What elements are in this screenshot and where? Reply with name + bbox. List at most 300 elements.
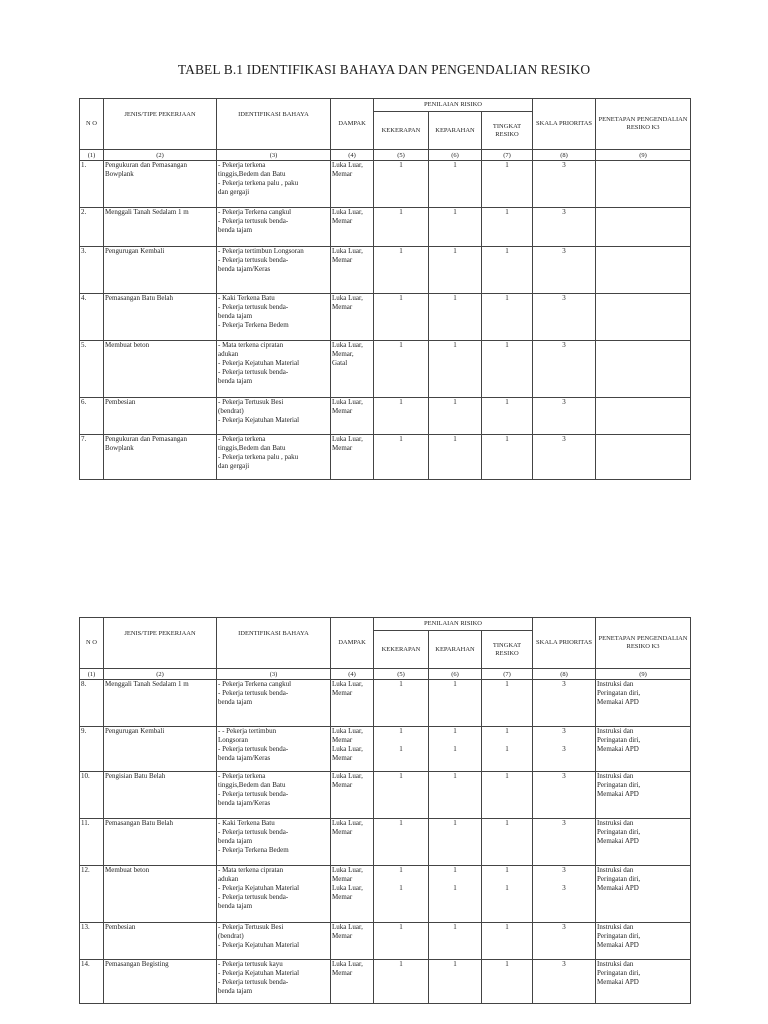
- impact: [331, 960, 374, 1004]
- hazard-list: [217, 960, 331, 1004]
- job-type: [104, 435, 217, 480]
- kekerapan-value: 1: [399, 884, 403, 892]
- kekerapan-cell: [374, 866, 429, 923]
- hazard-list: [217, 866, 331, 923]
- row-number: 13.: [80, 923, 104, 960]
- job-type-line: Membuat beton: [105, 341, 150, 349]
- impact-line: Memar: [332, 875, 353, 883]
- impact-line: Memar: [332, 689, 353, 697]
- tingkat-value: 1: [482, 247, 533, 294]
- table-row: [80, 294, 691, 341]
- impact-line: Luka Luar,: [332, 294, 363, 302]
- kekerapan-value: 1: [374, 398, 429, 435]
- impact-line: Luka Luar,: [332, 247, 363, 255]
- keparahan-value: 1: [429, 208, 482, 247]
- tingkat-cell: [482, 960, 533, 1004]
- table-row: [80, 208, 691, 247]
- hazard-list-line: - Pekerja tertusuk benda-: [218, 745, 289, 753]
- hazard-list-line: benda tajam: [218, 312, 253, 320]
- col-number: (3): [217, 150, 331, 161]
- kekerapan-value: 1: [374, 435, 429, 480]
- impact: [331, 680, 374, 727]
- impact-line: Memar: [332, 170, 353, 178]
- impact-line: Memar: [332, 217, 353, 225]
- control-measure-line: Instruksi dan: [597, 923, 634, 931]
- header-skala: SKALA PRIORITAS: [533, 618, 596, 669]
- hazard-list-line: - Pekerja terkena: [218, 435, 266, 443]
- hazard-list-line: tinggis,Bedem dan Batu: [218, 444, 286, 452]
- hazard-list-line: benda tajam/Keras: [218, 799, 271, 807]
- hazard-list-line: - Pekerja tertusuk benda-: [218, 790, 289, 798]
- impact-line: Memar: [332, 781, 353, 789]
- kekerapan-cell: [374, 960, 429, 1004]
- skala-value: 3: [562, 772, 566, 780]
- skala-cell: [533, 866, 596, 923]
- hazard-list-line: - Pekerja terkena: [218, 161, 266, 169]
- tingkat-cell: [482, 923, 533, 960]
- job-type: [104, 923, 217, 960]
- impact-line: Memar,: [332, 350, 354, 358]
- hazard-list: [217, 923, 331, 960]
- hazard-list-line: - Mata terkena cipratan: [218, 866, 284, 874]
- hazard-list-line: - Mata terkena cipratan: [218, 341, 284, 349]
- control-measure-line: Memakai APD: [597, 698, 639, 706]
- job-type-line: Menggali Tanah Sedalam 1 m: [105, 208, 189, 216]
- keparahan-value: 1: [429, 161, 482, 208]
- impact-line: Memar: [332, 754, 353, 762]
- hazard-list-line: - Pekerja Kejatuhan Material: [218, 969, 300, 977]
- impact-line: Memar: [332, 407, 353, 415]
- hazard-list-line: - Pekerja Terkena cangkul: [218, 680, 292, 688]
- skala-value: 3: [533, 247, 596, 294]
- control-measure: [596, 208, 691, 247]
- impact: [331, 247, 374, 294]
- tingkat-value: 1: [505, 745, 509, 753]
- hazard-list-line: - Kaki Terkena Batu: [218, 294, 275, 302]
- impact: [331, 819, 374, 866]
- header-tingkat: TINGKAT RESIKO: [482, 112, 533, 150]
- keparahan-value: 1: [453, 866, 457, 874]
- impact-line: Memar: [332, 932, 353, 940]
- row-number: 8.: [80, 680, 104, 727]
- control-measure: [596, 398, 691, 435]
- header-penetapan: PENETAPAN PENGENDALIAN RESIKO K3: [596, 618, 691, 669]
- hazard-list: [217, 247, 331, 294]
- control-measure-line: Peringatan diri,: [597, 828, 641, 836]
- hazard-list-line: - Pekerja Tertusuk Besi: [218, 398, 284, 406]
- keparahan-value: 1: [453, 680, 457, 688]
- skala-value: 3: [533, 208, 596, 247]
- header-skala: SKALA PRIORITAS: [533, 99, 596, 150]
- job-type: [104, 866, 217, 923]
- col-number: (2): [104, 150, 217, 161]
- hazard-list-line: benda tajam: [218, 987, 253, 995]
- header-identifikasi: IDENTIFIKASI BAHAYA: [217, 99, 331, 150]
- hazard-list-line: dan gergaji: [218, 188, 250, 196]
- job-type-line: Bowplank: [105, 170, 134, 178]
- job-type: [104, 819, 217, 866]
- control-measure-line: Memakai APD: [597, 941, 639, 949]
- keparahan-cell: [429, 923, 482, 960]
- kekerapan-value: 1: [399, 923, 403, 931]
- control-measure-line: Peringatan diri,: [597, 932, 641, 940]
- control-measure: [596, 435, 691, 480]
- hazard-list-line: - Pekerja tertusuk benda-: [218, 978, 289, 986]
- control-measure-line: Peringatan diri,: [597, 875, 641, 883]
- impact-line: Luka Luar,: [332, 341, 363, 349]
- hazard-list-line: - Pekerja tertusuk benda-: [218, 368, 289, 376]
- header-jenis: JENIS/TIPE PEKERJAAN: [104, 618, 217, 669]
- risk-table-2: [79, 617, 691, 1004]
- column-number-row: [80, 669, 691, 680]
- keparahan-value: 1: [429, 398, 482, 435]
- job-type-line: Pemasangan Batu Belah: [105, 294, 174, 302]
- tingkat-value: 1: [482, 294, 533, 341]
- kekerapan-cell: [374, 819, 429, 866]
- keparahan-cell: [429, 960, 482, 1004]
- impact: [331, 923, 374, 960]
- hazard-list-line: - Pekerja Terkena Bedem: [218, 321, 289, 329]
- job-type-line: Pemasangan Begisting: [105, 960, 169, 968]
- skala-value: 3: [562, 819, 566, 827]
- row-number: 7.: [80, 435, 104, 480]
- row-number: 10.: [80, 772, 104, 819]
- job-type: [104, 294, 217, 341]
- tingkat-cell: [482, 680, 533, 727]
- skala-value: 3: [562, 866, 566, 874]
- hazard-list: [217, 819, 331, 866]
- job-type-line: Bowplank: [105, 444, 134, 452]
- job-type-line: Pembesian: [105, 923, 136, 931]
- header-dampak: DAMPAK: [331, 618, 374, 669]
- impact-line: Memar: [332, 893, 353, 901]
- hazard-list-line: - Pekerja Kejatuhan Material: [218, 359, 300, 367]
- hazard-list-line: (bendrat): [218, 932, 244, 940]
- skala-value: 3: [533, 294, 596, 341]
- hazard-list: [217, 398, 331, 435]
- col-number: (8): [533, 669, 596, 680]
- header-tingkat: TINGKAT RESIKO: [482, 631, 533, 669]
- job-type: [104, 960, 217, 1004]
- skala-cell: [533, 960, 596, 1004]
- tingkat-value: 1: [505, 772, 509, 780]
- control-measure: [596, 294, 691, 341]
- table-row: [80, 161, 691, 208]
- hazard-list-line: adukan: [218, 350, 239, 358]
- hazard-list: [217, 341, 331, 398]
- row-number: 2.: [80, 208, 104, 247]
- hazard-list-line: - Pekerja tertusuk benda-: [218, 689, 289, 697]
- col-number: (6): [429, 669, 482, 680]
- header-no: N O: [80, 99, 104, 150]
- hazard-list-line: tinggis,Bedem dan Batu: [218, 781, 286, 789]
- header-penilaian: PENILAIAN RISIKO: [374, 618, 533, 631]
- impact-line: Luka Luar,: [332, 208, 363, 216]
- skala-value: 3: [533, 161, 596, 208]
- col-number: (1): [80, 669, 104, 680]
- hazard-list-line: benda tajam: [218, 902, 253, 910]
- col-number: (2): [104, 669, 217, 680]
- hazard-list-line: (bendrat): [218, 407, 244, 415]
- impact: [331, 398, 374, 435]
- tingkat-cell: [482, 866, 533, 923]
- col-number: (5): [374, 669, 429, 680]
- keparahan-cell: [429, 866, 482, 923]
- control-measure: [596, 247, 691, 294]
- skala-value: 3: [533, 398, 596, 435]
- control-measure-line: Peringatan diri,: [597, 689, 641, 697]
- tingkat-value: 1: [482, 341, 533, 398]
- skala-cell: [533, 680, 596, 727]
- hazard-list-line: - Pekerja terkena palu , paku: [218, 179, 299, 187]
- control-measure-line: Peringatan diri,: [597, 781, 641, 789]
- hazard-list-line: - Pekerja Terkena cangkul: [218, 208, 292, 216]
- header-jenis: JENIS/TIPE PEKERJAAN: [104, 99, 217, 150]
- header-penilaian: PENILAIAN RISIKO: [374, 99, 533, 112]
- keparahan-cell: [429, 772, 482, 819]
- keparahan-cell: [429, 727, 482, 772]
- skala-cell: [533, 727, 596, 772]
- control-measure: [596, 341, 691, 398]
- tingkat-cell: [482, 727, 533, 772]
- skala-value: 3: [562, 884, 566, 892]
- tingkat-cell: [482, 772, 533, 819]
- job-type-line: Pemasangan Batu Belah: [105, 819, 174, 827]
- risk-table-1: [79, 98, 691, 480]
- kekerapan-value: 1: [374, 247, 429, 294]
- impact-line: Luka Luar,: [332, 819, 363, 827]
- control-measure-line: Memakai APD: [597, 837, 639, 845]
- tingkat-value: 1: [505, 923, 509, 931]
- tingkat-value: 1: [482, 398, 533, 435]
- tingkat-value: 1: [505, 819, 509, 827]
- job-type: [104, 398, 217, 435]
- control-measure-line: Memakai APD: [597, 978, 639, 986]
- hazard-list-line: benda tajam: [218, 377, 253, 385]
- kekerapan-value: 1: [374, 341, 429, 398]
- job-type-line: Pengisian Batu Belah: [105, 772, 166, 780]
- impact-line: Luka Luar,: [332, 745, 363, 753]
- job-type-line: Pembesian: [105, 398, 136, 406]
- hazard-list-line: - Pekerja tertimbun Longsoran: [218, 247, 304, 255]
- tingkat-value: 1: [505, 884, 509, 892]
- impact: [331, 866, 374, 923]
- header-keparahan: KEPARAHAN: [429, 631, 482, 669]
- skala-value: 3: [562, 680, 566, 688]
- hazard-list: [217, 680, 331, 727]
- impact-line: Memar: [332, 444, 353, 452]
- tingkat-value: 1: [505, 866, 509, 874]
- hazard-list-line: - Pekerja Terkena Bedem: [218, 846, 289, 854]
- keparahan-value: 1: [453, 884, 457, 892]
- impact-line: Luka Luar,: [332, 727, 363, 735]
- col-number: (3): [217, 669, 331, 680]
- kekerapan-value: 1: [399, 745, 403, 753]
- table-row: [80, 247, 691, 294]
- skala-value: 3: [533, 341, 596, 398]
- row-number: 4.: [80, 294, 104, 341]
- job-type: [104, 341, 217, 398]
- kekerapan-value: 1: [374, 294, 429, 341]
- job-type: [104, 208, 217, 247]
- header-kekerapan: KEKERAPAN: [374, 112, 429, 150]
- control-measure-line: Memakai APD: [597, 790, 639, 798]
- row-number: 11.: [80, 819, 104, 866]
- control-measure-line: Instruksi dan: [597, 772, 634, 780]
- control-measure-line: Memakai APD: [597, 884, 639, 892]
- impact-line: Luka Luar,: [332, 398, 363, 406]
- skala-cell: [533, 923, 596, 960]
- hazard-list-line: - Pekerja tertusuk benda-: [218, 303, 289, 311]
- control-measure: [596, 819, 691, 866]
- hazard-list-line: - Pekerja tertusuk benda-: [218, 893, 289, 901]
- skala-value: 3: [562, 960, 566, 968]
- skala-cell: [533, 819, 596, 866]
- skala-value: 3: [562, 745, 566, 753]
- kekerapan-value: 1: [399, 680, 403, 688]
- keparahan-value: 1: [429, 341, 482, 398]
- control-measure-line: Instruksi dan: [597, 727, 634, 735]
- row-number: 1.: [80, 161, 104, 208]
- job-type-line: Membuat beton: [105, 866, 150, 874]
- keparahan-cell: [429, 680, 482, 727]
- control-measure-line: Peringatan diri,: [597, 969, 641, 977]
- hazard-list-line: - Pekerja tertusuk benda-: [218, 217, 289, 225]
- hazard-list: [217, 727, 331, 772]
- hazard-list-line: - - Pekerja tertimbun: [218, 727, 277, 735]
- hazard-list-line: - Pekerja Tertusuk Besi: [218, 923, 284, 931]
- keparahan-value: 1: [453, 745, 457, 753]
- document-title: TABEL B.1 IDENTIFIKASI BAHAYA DAN PENGENDALIAN RESIKO: [177, 62, 591, 77]
- tingkat-value: 1: [482, 435, 533, 480]
- hazard-list: [217, 208, 331, 247]
- hazard-list-line: - Pekerja terkena: [218, 772, 266, 780]
- row-number: 9.: [80, 727, 104, 772]
- hazard-list-line: - Pekerja tertusuk benda-: [218, 828, 289, 836]
- skala-cell: [533, 772, 596, 819]
- hazard-list-line: benda tajam/Keras: [218, 754, 271, 762]
- job-type: [104, 772, 217, 819]
- impact-line: Memar: [332, 736, 353, 744]
- job-type-line: Menggali Tanah Sedalam 1 m: [105, 680, 189, 688]
- control-measure-line: Instruksi dan: [597, 866, 634, 874]
- control-measure: [596, 923, 691, 960]
- table-row: [80, 866, 691, 923]
- keparahan-value: 1: [453, 772, 457, 780]
- kekerapan-value: 1: [374, 208, 429, 247]
- job-type: [104, 247, 217, 294]
- impact: [331, 161, 374, 208]
- impact: [331, 435, 374, 480]
- kekerapan-cell: [374, 923, 429, 960]
- tingkat-value: 1: [505, 960, 509, 968]
- control-measure-line: Instruksi dan: [597, 819, 634, 827]
- hazard-list: [217, 294, 331, 341]
- hazard-list-line: dan gergaji: [218, 462, 250, 470]
- col-number: (1): [80, 150, 104, 161]
- col-number: (4): [331, 150, 374, 161]
- impact: [331, 341, 374, 398]
- hazard-list-line: - Pekerja terkena palu , paku: [218, 453, 299, 461]
- col-number: (8): [533, 150, 596, 161]
- impact-line: Memar: [332, 828, 353, 836]
- col-number: (4): [331, 669, 374, 680]
- hazard-list-line: - Pekerja tertusuk benda-: [218, 256, 289, 264]
- impact: [331, 208, 374, 247]
- hazard-list-line: tinggis,Bedem dan Batu: [218, 170, 286, 178]
- kekerapan-value: 1: [399, 819, 403, 827]
- impact-line: Luka Luar,: [332, 960, 363, 968]
- control-measure: [596, 680, 691, 727]
- table-row: [80, 680, 691, 727]
- control-measure: [596, 727, 691, 772]
- kekerapan-value: 1: [399, 727, 403, 735]
- table-row: [80, 772, 691, 819]
- table-row: [80, 727, 691, 772]
- impact-line: Luka Luar,: [332, 866, 363, 874]
- keparahan-value: 1: [453, 960, 457, 968]
- tingkat-value: 1: [482, 208, 533, 247]
- control-measure-line: Instruksi dan: [597, 680, 634, 688]
- job-type-line: Pengukuran dan Pemasangan: [105, 435, 188, 443]
- impact: [331, 772, 374, 819]
- control-measure: [596, 772, 691, 819]
- table-row: [80, 435, 691, 480]
- impact-line: Luka Luar,: [332, 435, 363, 443]
- control-measure-line: Instruksi dan: [597, 960, 634, 968]
- impact: [331, 294, 374, 341]
- row-number: 3.: [80, 247, 104, 294]
- row-number: 5.: [80, 341, 104, 398]
- job-type: [104, 161, 217, 208]
- impact-line: Luka Luar,: [332, 161, 363, 169]
- col-number: (9): [596, 669, 691, 680]
- hazard-list-line: - Pekerja Kejatuhan Material: [218, 416, 300, 424]
- kekerapan-value: 1: [374, 161, 429, 208]
- header-no: N O: [80, 618, 104, 669]
- job-type: [104, 680, 217, 727]
- impact-line: Gatal: [332, 359, 348, 367]
- row-number: 6.: [80, 398, 104, 435]
- control-measure: [596, 161, 691, 208]
- keparahan-value: 1: [429, 247, 482, 294]
- keparahan-value: 1: [429, 435, 482, 480]
- keparahan-cell: [429, 819, 482, 866]
- tingkat-value: 1: [505, 727, 509, 735]
- control-measure-line: Memakai APD: [597, 745, 639, 753]
- col-number: (7): [482, 669, 533, 680]
- header-kekerapan: KEKERAPAN: [374, 631, 429, 669]
- header-keparahan: KEPARAHAN: [429, 112, 482, 150]
- hazard-list-line: adukan: [218, 875, 239, 883]
- skala-value: 3: [562, 923, 566, 931]
- tingkat-cell: [482, 819, 533, 866]
- control-measure: [596, 866, 691, 923]
- hazard-list-line: - Pekerja tertusuk kayu: [218, 960, 283, 968]
- impact-line: Luka Luar,: [332, 884, 363, 892]
- impact-line: Luka Luar,: [332, 772, 363, 780]
- row-number: 12.: [80, 866, 104, 923]
- job-type-line: Pengurugan Kembali: [105, 727, 165, 735]
- impact-line: Memar: [332, 256, 353, 264]
- tingkat-value: 1: [482, 161, 533, 208]
- header-penetapan: PENETAPAN PENGENDALIAN RESIKO K3: [596, 99, 691, 150]
- hazard-list-line: - Kaki Terkena Batu: [218, 819, 275, 827]
- impact-line: Luka Luar,: [332, 680, 363, 688]
- table-row: [80, 341, 691, 398]
- table-row: [80, 398, 691, 435]
- skala-value: 3: [533, 435, 596, 480]
